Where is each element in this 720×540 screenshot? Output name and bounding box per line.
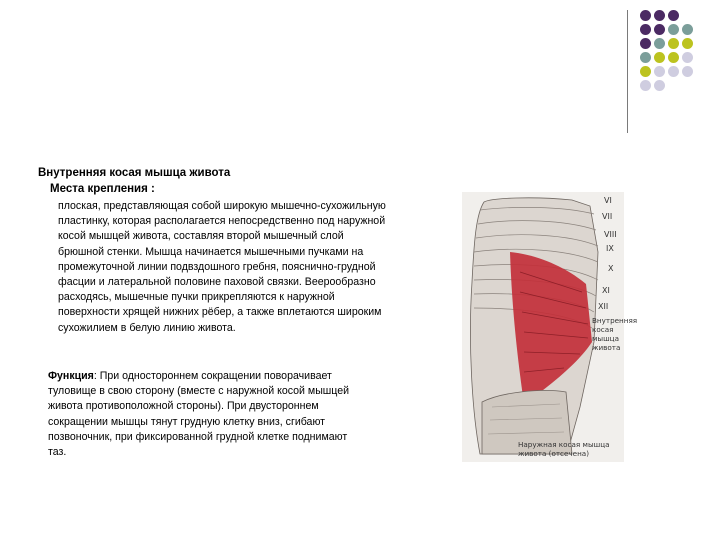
decor-dot: [640, 66, 651, 77]
attachment-heading: Места крепления :: [50, 183, 155, 195]
decor-dot: [682, 38, 693, 49]
rib-label: VIII: [604, 230, 617, 239]
decor-dot: [682, 24, 693, 35]
rib-label: XII: [598, 302, 609, 311]
rib-label: VI: [604, 196, 612, 205]
decor-dot: [640, 10, 651, 21]
attachment-description: плоская, представляющая собой широкую мышечно-сухожильную пластинку, которая располагается непосредственно под наружной косой мышцей живота, составляя второй мышечный слой брюшной стенки. Мышца начинается мышечными пучками на промежуточной линии подвздошного гребня, пояснично-грудной фасции и латеральной половине паховой связки. Веерообразно расходясь, мышечные пучки прикрепляются к наружной поверхности хрящей нижних рёбер, а также вплетаются широким сухожилием в белую линию живота.: [58, 200, 386, 334]
rib-label: VII: [602, 212, 613, 221]
decor-dot: [682, 66, 693, 77]
decor-dot: [668, 10, 679, 21]
rib-label: X: [608, 264, 614, 273]
decor-dot: [640, 52, 651, 63]
decor-dot: [654, 66, 665, 77]
decor-dot: [640, 24, 651, 35]
decor-dot: [668, 24, 679, 35]
decor-dot: [668, 38, 679, 49]
decor-dot: [668, 66, 679, 77]
decor-dot: [682, 52, 693, 63]
decor-dot: [654, 10, 665, 21]
decor-dot: [668, 52, 679, 63]
decor-dot: [654, 38, 665, 49]
decor-dot-grid: [640, 10, 710, 115]
decor-dot: [640, 38, 651, 49]
function-label: Функция: [48, 370, 94, 382]
decor-dot: [654, 52, 665, 63]
function-description: : При одностороннем сокращении поворачивает туловище в свою сторону (вместе с наружной косой мышцей живота противоположной стороны). При двустороннем сокращении мышцы тянут грудную клетку вниз, сгибают позвоночник, при фиксированной грудной клетке поднимают таз.: [48, 370, 350, 459]
decor-divider-line: [627, 10, 628, 133]
decor-dot: [640, 80, 651, 91]
decor-dot: [654, 80, 665, 91]
anatomy-illustration: [462, 192, 638, 462]
decor-dot: [654, 24, 665, 35]
rib-label: IX: [606, 244, 614, 253]
rib-label: XI: [602, 286, 610, 295]
muscle-label: Внутренняя косая мышца живота: [592, 316, 638, 352]
figure-caption: Наружная косая мышца живота (отсечена): [518, 440, 610, 458]
function-paragraph: [48, 369, 368, 460]
slide-title: Внутренняя косая мышца живота: [38, 167, 231, 179]
